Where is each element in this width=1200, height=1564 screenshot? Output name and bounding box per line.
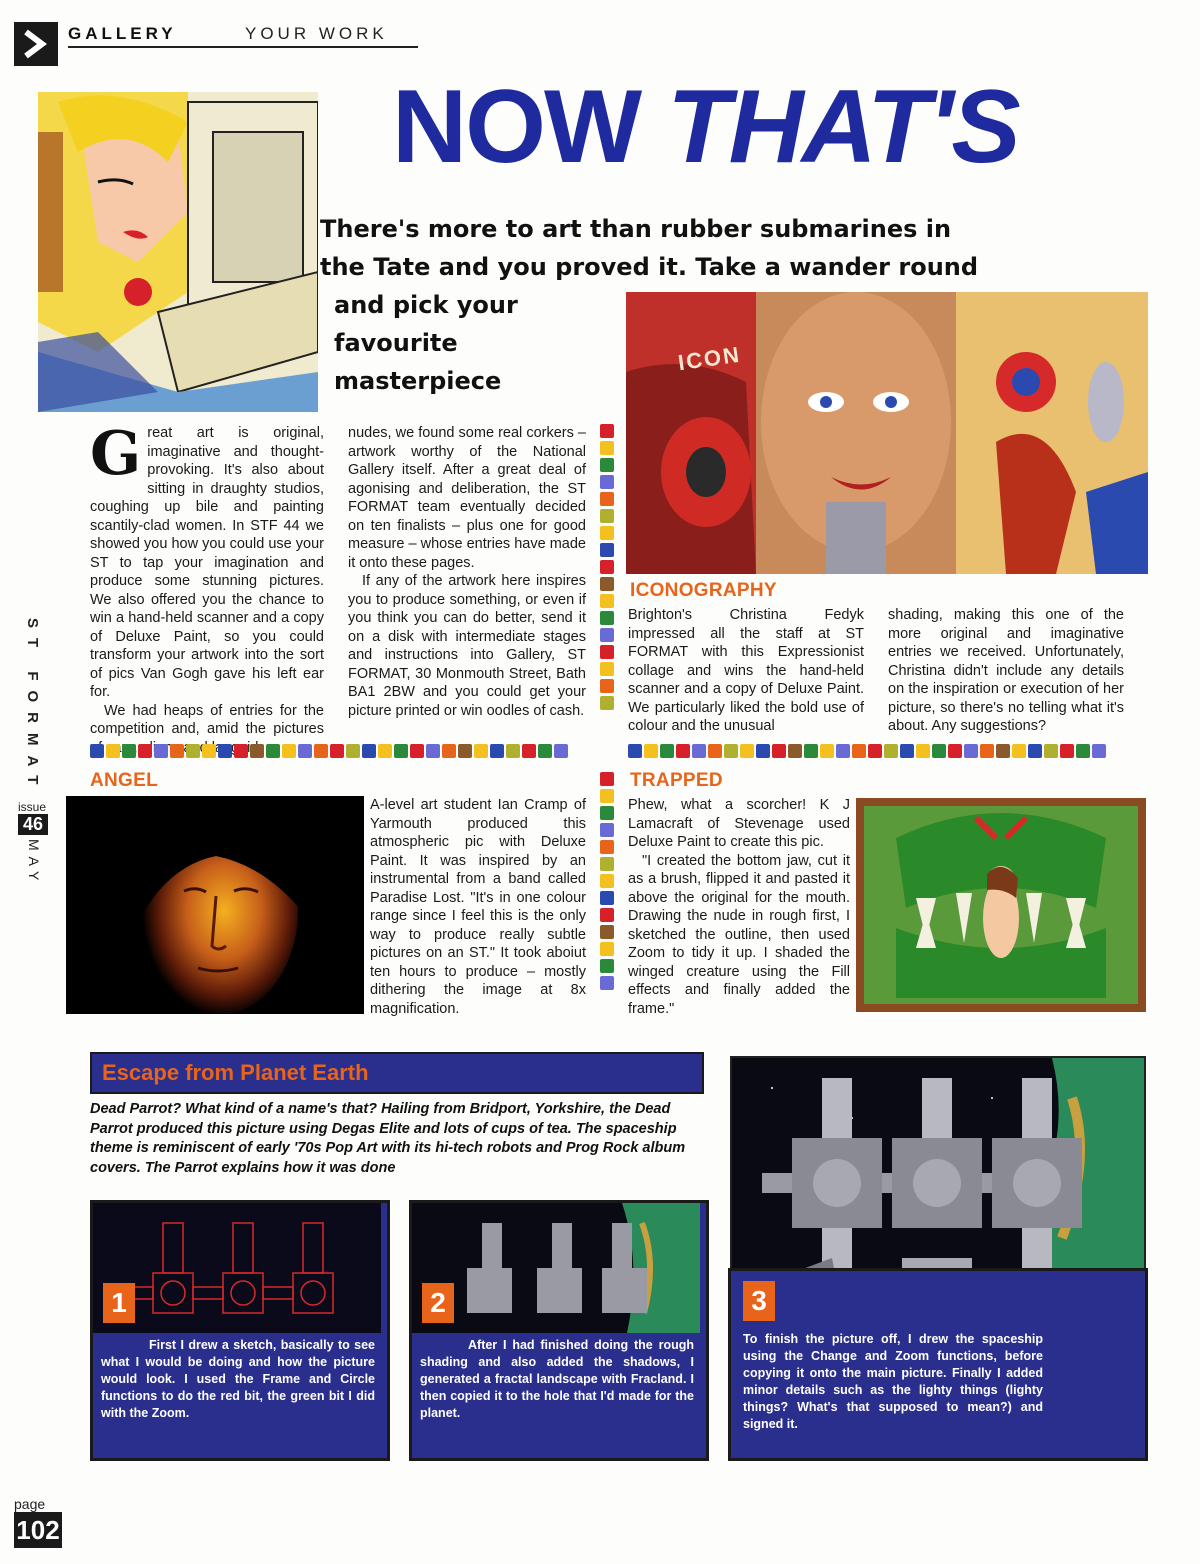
- tool-icon: [600, 458, 614, 472]
- angel-title: ANGEL: [90, 770, 158, 791]
- escape-title: Escape from Planet Earth: [102, 1060, 369, 1085]
- tool-icon: [708, 744, 722, 758]
- page-label: page: [14, 1496, 46, 1512]
- tool-icon-strip: [600, 424, 614, 710]
- tool-icon: [964, 744, 978, 758]
- tool-icon: [948, 744, 962, 758]
- tool-icon: [458, 744, 472, 758]
- tool-icon: [426, 744, 440, 758]
- tool-icon: [600, 696, 614, 710]
- tool-icon-row: [628, 744, 1124, 758]
- headline-thats: THAT'S: [667, 69, 1019, 185]
- tool-icon: [772, 744, 786, 758]
- tool-icon: [600, 857, 614, 871]
- tool-icon: [282, 744, 296, 758]
- tool-icon: [138, 744, 152, 758]
- intro-paragraph: We had heaps of entries for the competition and, amid the pictures: [90, 702, 324, 737]
- headline-now: NOW: [392, 69, 641, 185]
- tool-icon: [314, 744, 328, 758]
- tool-icon: [600, 908, 614, 922]
- tool-icon: [154, 744, 168, 758]
- tool-icon: [788, 744, 802, 758]
- tool-icon: [660, 744, 674, 758]
- subsection-label: YOUR WORK: [245, 24, 388, 43]
- section-header: [0, 22, 420, 46]
- tool-icon: [852, 744, 866, 758]
- page-number: 102: [14, 1512, 62, 1548]
- tool-icon: [600, 874, 614, 888]
- tool-icon: [600, 628, 614, 642]
- tool-icon: [170, 744, 184, 758]
- tool-icon: [600, 891, 614, 905]
- tool-icon: [600, 806, 614, 820]
- iconography-text-1: Brighton's Christina Fedyk impressed all the staff at ST FORMAT with this Expressionist collage and wins the hand-held scanner and a copy of Deluxe Paint. We particularly liked the bold use of colour and the unusual: [628, 607, 864, 734]
- tool-icon: [1012, 744, 1026, 758]
- headline: [392, 69, 1192, 185]
- tool-icon: [724, 744, 738, 758]
- tool-icon: [600, 577, 614, 591]
- tool-icon: [692, 744, 706, 758]
- magazine-name: ST FORMAT: [24, 618, 41, 795]
- section-label: GALLERY: [68, 24, 177, 43]
- tool-icon: [600, 492, 614, 506]
- tool-icon: [600, 424, 614, 438]
- tool-icon: [362, 744, 376, 758]
- pop-art-illustration: [38, 92, 318, 412]
- tool-icon: [410, 744, 424, 758]
- intro-column-1: [90, 419, 324, 757]
- tool-icon: [868, 744, 882, 758]
- step-number-3: 3: [743, 1281, 775, 1321]
- tool-icon: [996, 744, 1010, 758]
- tool-icon: [490, 744, 504, 758]
- tool-icon: [1060, 744, 1074, 758]
- intro-paragraph: nudes, we found some real corkers – artwork worthy of the National Gallery itself. After a great deal of agonising and deliberation, the ST FORMAT team eventually decided on ten finalists – plus one for good measure – whose entries have made it onto these pages.: [348, 425, 586, 571]
- tool-icon: [900, 744, 914, 758]
- tool-icon: [106, 744, 120, 758]
- tool-icon: [600, 509, 614, 523]
- tool-icon: [644, 744, 658, 758]
- tool-icon: [90, 744, 104, 758]
- intro-column-2: [348, 424, 586, 720]
- step-panel-1: [90, 1200, 390, 1461]
- tool-icon: [394, 744, 408, 758]
- arrow-icon: [14, 22, 58, 66]
- tool-icon: [756, 744, 770, 758]
- trapped-paragraph: "I created the bottom jaw, cut it as a brush, flipped it and pasted it above the original for the mouth. Drawing the nude in rough first, I sketched the outline, then used Zoom to tidy it up. I shaded the winged creature using the Fill effects and finally added the frame.": [628, 852, 850, 1017]
- tool-icon: [820, 744, 834, 758]
- tool-icon: [600, 789, 614, 803]
- page-footer: [14, 1496, 64, 1548]
- standfirst-line: favourite: [334, 329, 458, 357]
- tool-icon: [250, 744, 264, 758]
- iconography-title: ICONOGRAPHY: [630, 580, 777, 601]
- step-number-2: 2: [422, 1283, 454, 1323]
- standfirst-line: the Tate and you proved it. Take a wander round: [320, 253, 979, 281]
- trapped-title: TRAPPED: [630, 770, 723, 791]
- tool-icon: [600, 475, 614, 489]
- tool-icon: [600, 942, 614, 956]
- tool-icon: [1092, 744, 1106, 758]
- tool-icon: [676, 744, 690, 758]
- step-text-3: To finish the picture off, I drew the spaceship using the Change and Zoom functions, before copying it onto the main picture. Finally I added minor details such as the lighty things (lighty things? What's that supposed to mean?) and signed it.: [743, 1332, 1043, 1431]
- tool-icon: [600, 823, 614, 837]
- tool-icon: [1028, 744, 1042, 758]
- step-panel-2: [409, 1200, 709, 1461]
- issue-month: MAY: [26, 839, 42, 887]
- tool-icon: [600, 543, 614, 557]
- tool-icon: [884, 744, 898, 758]
- step-panel-3: [728, 1268, 1148, 1461]
- tool-icon: [600, 976, 614, 990]
- step-number-1: 1: [103, 1283, 135, 1323]
- tool-icon: [916, 744, 930, 758]
- escape-title-bar: [90, 1052, 704, 1094]
- drop-cap: G: [90, 419, 142, 489]
- escape-intro: Dead Parrot? What kind of a name's that? Hailing from Bridport, Yorkshire, the Dead Parrot produced this picture using Degas Elite and lots of cups of tea. The spaceship theme is reminiscent of early '70s Pop Art with its hi-tech robots and Prog Rock album covers. The Parrot explains how it was done: [90, 1101, 686, 1176]
- tool-icon: [330, 744, 344, 758]
- tool-icon: [740, 744, 754, 758]
- trapped-artwork: [856, 798, 1146, 1012]
- tool-icon: [218, 744, 232, 758]
- tool-icon: [122, 744, 136, 758]
- tool-icon-row: [90, 744, 586, 758]
- tool-icon: [836, 744, 850, 758]
- tool-icon: [600, 959, 614, 973]
- intro-paragraph: reat art is original, imaginative and thought-provoking. It's also about sitting in draughty studios, coughing up bile and painting scantily-clad women. In STF 44 we showed you how you could use your ST to tap your imagination and produce some stunning pictures. We also offered you the chance to win a hand-held scanner and a copy of Deluxe Paint, so you could transform your artwork into the sort of pics Van Gogh gave his left ear for.: [90, 425, 324, 700]
- magazine-sidebar: [18, 618, 48, 887]
- angel-artwork: [66, 796, 364, 1014]
- tool-icon: [378, 744, 392, 758]
- tool-icon: [1076, 744, 1090, 758]
- tool-icon: [600, 526, 614, 540]
- tool-icon: [600, 560, 614, 574]
- tool-icon: [600, 645, 614, 659]
- issue-label: issue: [18, 800, 47, 815]
- tool-icon: [346, 744, 360, 758]
- tool-icon: [298, 744, 312, 758]
- tool-icon: [506, 744, 520, 758]
- intro-paragraph: If any of the artwork here inspires you to produce something, or even if you think you can do better, send it on a disk with intermediate stages and instructions into Gallery, ST FORMAT, 30 Monmouth Street, Bath BA1 2BW and you could get your picture printed or win oodles of cash.: [348, 573, 586, 719]
- tool-icon: [186, 744, 200, 758]
- tool-icon: [474, 744, 488, 758]
- iconography-art-text: ICON: [676, 341, 743, 376]
- tool-icon: [234, 744, 248, 758]
- tool-icon: [980, 744, 994, 758]
- tool-icon: [600, 594, 614, 608]
- iconography-artwork: [626, 292, 1148, 574]
- tool-icon: [600, 611, 614, 625]
- tool-icon: [442, 744, 456, 758]
- trapped-paragraph: Phew, what a scorcher! K J Lamacraft of Stevenage used Deluxe Paint to create this pic.: [628, 797, 850, 850]
- tool-icon: [932, 744, 946, 758]
- tool-icon: [804, 744, 818, 758]
- tool-icon: [266, 744, 280, 758]
- standfirst-line: and pick your: [334, 291, 518, 319]
- tool-icon: [522, 744, 536, 758]
- tool-icon: [1044, 744, 1058, 758]
- tool-icon: [600, 772, 614, 786]
- standfirst-line: There's more to art than rubber submarines in: [320, 215, 952, 243]
- tool-icon: [554, 744, 568, 758]
- step-text-2: After I had finished doing the rough shading and also added the shadows, I generated a fractal landscape with Fracland. I then copied it to the hole that I'd made for the planet.: [420, 1338, 694, 1420]
- tool-icon-strip: [600, 772, 614, 990]
- tool-icon: [202, 744, 216, 758]
- trapped-text: [628, 796, 850, 1018]
- tool-icon: [600, 441, 614, 455]
- issue-number: 46: [18, 814, 48, 835]
- tool-icon: [600, 840, 614, 854]
- iconography-text-2: shading, making this one of the more original and imaginative entries we received. Unfortunately, Christina didn't include any details on the inspiration or execution of her picture, so there's no telling what it's about. Any suggestions?: [888, 607, 1124, 734]
- step-text-1: First I drew a sketch, basically to see what I would be doing and how the picture would look. I used the Frame and Circle functions to do the red bit, the green bit I did with the Zoom.: [101, 1338, 375, 1420]
- header-rule: [68, 46, 418, 48]
- tool-icon: [628, 744, 642, 758]
- tool-icon: [600, 925, 614, 939]
- tool-icon: [538, 744, 552, 758]
- tool-icon: [600, 662, 614, 676]
- angel-text: A-level art student Ian Cramp of Yarmouth produced this atmospheric pic with Deluxe Paint. It was inspired by an instrumental from a band called Paradise Lost. "It's in one colour range since I feel this is the only way to produce really subtle pictures on an ST." It took aboiut ten hours to produce – mostly dithering the image at 8x magnification.: [370, 797, 586, 1017]
- tool-icon: [600, 679, 614, 693]
- standfirst-line: masterpiece: [334, 367, 502, 395]
